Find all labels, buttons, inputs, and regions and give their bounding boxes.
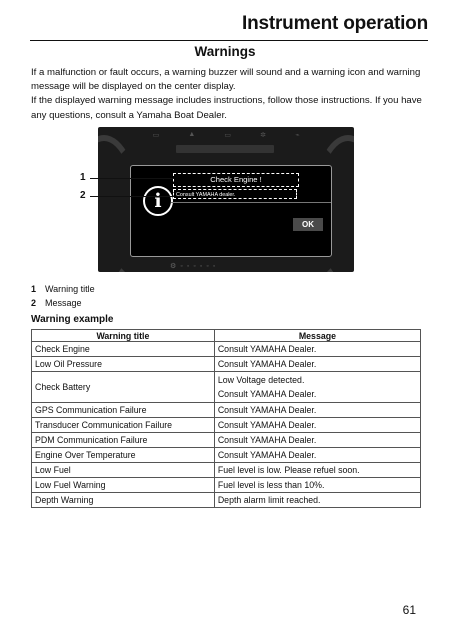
- battery-icon: ▭: [224, 132, 232, 139]
- legend-text: Message: [45, 298, 82, 308]
- warning-title-cell: Engine Over Temperature: [32, 448, 215, 463]
- header-title: Instrument operation: [241, 13, 428, 34]
- message-cell: [214, 418, 420, 433]
- message-line: Fuel level is less than 10%.: [217, 480, 325, 490]
- message-cell: [214, 463, 420, 478]
- status-icon: ▭: [152, 132, 160, 139]
- legend-item: [31, 282, 95, 296]
- table-row: [32, 357, 421, 372]
- callout-line: [90, 178, 174, 179]
- indicator-icon: ◦◦◦◦◦◦: [180, 263, 220, 270]
- intro-text: [31, 66, 423, 123]
- figure-legend: [31, 282, 95, 310]
- warning-example-table: [31, 329, 421, 508]
- warning-title-cell: PDM Communication Failure: [32, 433, 215, 448]
- legend-item: [31, 296, 95, 310]
- message-cell: [214, 433, 420, 448]
- table-row: [32, 448, 421, 463]
- legend-number: 2: [31, 298, 37, 308]
- engine-icon: ⚙: [170, 263, 181, 270]
- message-line: Consult YAMAHA Dealer.: [217, 389, 317, 399]
- message-cell: [214, 493, 420, 508]
- message-line: Consult YAMAHA Dealer.: [217, 420, 317, 430]
- display-top-bar: [176, 145, 274, 153]
- callout-number: 1: [80, 172, 86, 183]
- message-line: Consult YAMAHA Dealer.: [217, 435, 317, 445]
- message-cell: [214, 403, 420, 418]
- message-cell: [214, 448, 420, 463]
- center-display: [98, 127, 354, 272]
- table-row: [32, 372, 421, 403]
- table-row: [32, 418, 421, 433]
- message-cell: [214, 357, 420, 372]
- dialog-divider: [171, 202, 331, 203]
- table-row: [32, 463, 421, 478]
- legend-text: Warning title: [45, 284, 95, 294]
- message-cell: [214, 478, 420, 493]
- info-glyph: i: [154, 190, 162, 212]
- warning-title-cell: Low Fuel: [32, 463, 215, 478]
- table-body: [32, 342, 421, 508]
- table-row: [32, 342, 421, 357]
- column-header: Message: [214, 330, 420, 342]
- page-number: 61: [402, 603, 416, 617]
- header-rule: [30, 40, 428, 41]
- message-line: Consult YAMAHA Dealer.: [217, 450, 317, 460]
- warning-title-cell: Transducer Communication Failure: [32, 418, 215, 433]
- message-line: Fuel level is low. Please refuel soon.: [217, 465, 360, 475]
- warning-title-cell: Low Fuel Warning: [32, 478, 215, 493]
- warning-title: Check Engine !: [173, 173, 299, 187]
- table-row: [32, 478, 421, 493]
- signal-icon: ⌁: [295, 132, 300, 139]
- table-header-row: [32, 330, 421, 342]
- column-header: Warning title: [32, 330, 215, 342]
- gear-icon: ✲: [260, 132, 267, 139]
- table-row: [32, 493, 421, 508]
- warning-title-cell: Low Oil Pressure: [32, 357, 215, 372]
- display-bottom-icons: [170, 262, 219, 270]
- message-line: Low Voltage detected.: [217, 375, 305, 385]
- section-title: Warnings: [194, 44, 256, 59]
- callout-number: 2: [80, 190, 86, 201]
- intro-paragraph: If a malfunction or fault occurs, a warning buzzer will sound and a warning icon and warning message will be displayed on the center display.: [31, 67, 421, 93]
- legend-number: 1: [31, 284, 37, 294]
- message-cell: [214, 372, 420, 403]
- table-row: [32, 433, 421, 448]
- table-row: [32, 403, 421, 418]
- warning-title-cell: Check Engine: [32, 342, 215, 357]
- warning-title-cell: Depth Warning: [32, 493, 215, 508]
- message-line: Consult YAMAHA Dealer.: [217, 344, 317, 354]
- example-title: Warning example: [31, 314, 114, 325]
- message-line: Depth alarm limit reached.: [217, 495, 321, 505]
- intro-paragraph: If the displayed warning message includes instructions, follow those instructions. If you have any questions, consult a Yamaha Boat Dealer.: [31, 95, 422, 121]
- warning-message: Consult YAMAHA dealer.: [173, 189, 297, 199]
- info-icon: [143, 186, 173, 216]
- warning-title-cell: GPS Communication Failure: [32, 403, 215, 418]
- warning-title-cell: Check Battery: [32, 372, 215, 403]
- message-line: Consult YAMAHA Dealer.: [217, 359, 317, 369]
- ok-button[interactable]: OK: [293, 218, 323, 231]
- message-cell: [214, 342, 420, 357]
- callout-line: [90, 196, 174, 197]
- bell-icon: ▲: [188, 131, 196, 138]
- display-top-icons: [138, 131, 314, 139]
- message-line: Consult YAMAHA Dealer.: [217, 405, 317, 415]
